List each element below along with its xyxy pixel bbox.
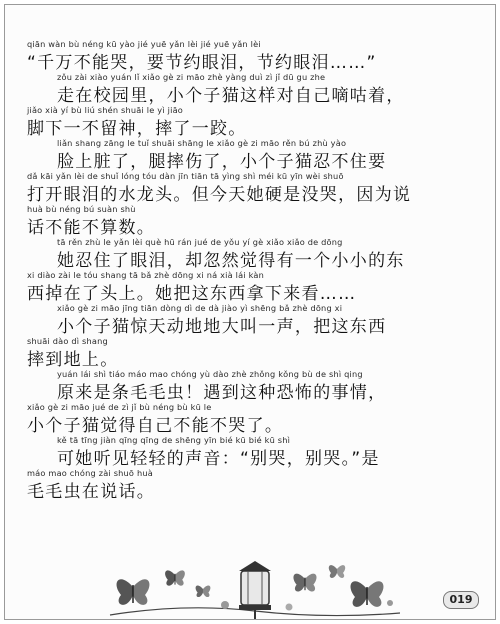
hanzi-row: 可她听见轻轻的声音：“别哭，别哭。”是 — [57, 449, 380, 469]
hanzi-row: 脸上脏了，腿摔伤了，小个子猫忍不住要 — [57, 152, 387, 172]
pinyin-row: xiǎo gè zi māo jīng tiān dòng dì de dà jiào yì shēng bǎ zhè dōng xi — [57, 303, 343, 313]
pinyin-row: dǎ kāi yǎn lèi de shuǐ lóng tóu dàn jīn tiān tā yìng shì méi kū yīn wèi shuō — [27, 171, 344, 181]
hanzi-row: “千万不能哭，要节约眼泪，节约眼泪……” — [27, 53, 377, 73]
pinyin-row: kě tā tīng jiàn qīng qīng de shēng yīn bié kū bié kū shì — [57, 435, 291, 445]
pinyin-row: qiān wàn bù néng kū yào jié yuē yǎn lèi jié yuē yǎn lèi — [27, 39, 261, 49]
text-line — [27, 171, 467, 205]
text-line — [27, 402, 467, 436]
text-line — [27, 39, 467, 73]
hanzi-row: 话不能不算数。 — [27, 218, 156, 238]
hanzi-row: 摔到地上。 — [27, 350, 119, 370]
text-line — [27, 138, 467, 172]
hanzi-row: 脚下一不留神，摔了一跤。 — [27, 119, 247, 139]
pinyin-row: tā rěn zhù le yǎn lèi què hū rán jué de yǒu yí gè xiǎo xiǎo de dōng — [57, 237, 343, 247]
text-line — [27, 303, 467, 337]
text-line — [27, 336, 467, 370]
footer-illustration — [105, 553, 405, 623]
pinyin-row: zǒu zài xiào yuán lǐ xiǎo gè zi māo zhè yàng duì zì jǐ dū gu zhe — [57, 72, 326, 82]
hanzi-row: 小个子猫惊天动地地大叫一声，把这东西 — [57, 317, 387, 337]
text-line — [27, 204, 467, 238]
hanzi-row: 小个子猫觉得自己不能不哭了。 — [27, 416, 284, 436]
hanzi-row: 她忍住了眼泪，却忽然觉得有一个小小的东 — [57, 251, 405, 271]
pinyin-row: huà bù néng bú suàn shù — [27, 204, 136, 214]
pinyin-row: xiǎo gè zi māo jué de zì jǐ bù néng bù kū le — [27, 402, 212, 412]
hanzi-row: 原来是条毛毛虫！遇到这种恐怖的事情， — [57, 383, 387, 403]
butterfly-icon — [293, 574, 316, 592]
pinyin-row: jiǎo xià yí bù liú shén shuāi le yì jiāo — [27, 105, 184, 115]
butterfly-icon — [329, 565, 345, 578]
butterfly-icon — [351, 581, 384, 607]
butterfly-icon — [165, 570, 185, 585]
hanzi-row: 西掉在了头上。她把这东西拿下来看…… — [27, 284, 357, 304]
pinyin-row: liǎn shang zāng le tuǐ shuāi shāng le xiǎo gè zi māo rěn bú zhù yào — [57, 138, 347, 148]
pinyin-row: xi diào zài le tóu shang tā bǎ zhè dōng xi ná xià lái kàn — [27, 270, 265, 280]
pinyin-row: shuāi dào dì shang — [27, 336, 108, 346]
hanzi-row: 打开眼泪的水龙头。但今天她硬是没哭，因为说 — [27, 185, 412, 205]
text-line — [27, 270, 467, 304]
butterfly-icon — [117, 579, 150, 605]
text-line — [27, 435, 467, 469]
butterfly-icon — [196, 586, 211, 598]
story-text — [27, 39, 467, 501]
pinyin-row: yuán lái shì tiáo máo mao chóng yù dào zhè zhǒng kǒng bù de shì qing — [57, 369, 363, 379]
text-line — [27, 72, 467, 106]
hanzi-row: 毛毛虫在说话。 — [27, 482, 156, 502]
pinyin-row: máo mao chóng zài shuō huà — [27, 468, 153, 478]
text-line — [27, 237, 467, 271]
page-number: 019 — [443, 591, 479, 609]
text-line — [27, 105, 467, 139]
hanzi-row: 走在校园里，小个子猫这样对自己嘀咕着， — [57, 86, 405, 106]
text-line — [27, 468, 467, 502]
text-line — [27, 369, 467, 403]
book-page — [4, 4, 496, 620]
